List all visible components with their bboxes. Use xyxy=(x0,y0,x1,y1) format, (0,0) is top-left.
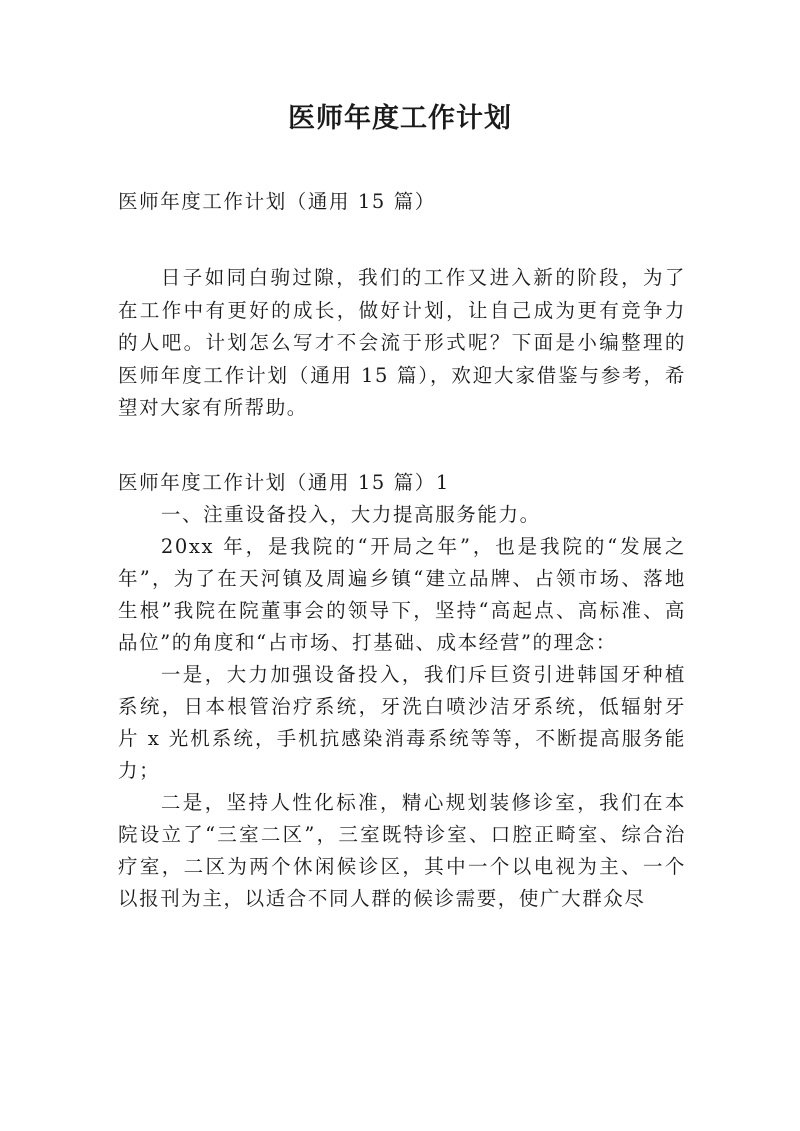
body-paragraph-2: 一是，大力加强设备投入，我们斥巨资引进韩国牙种植系统，日本根管治疗系统，牙洗白喷沙洁牙系统，低辐射牙片 x 光机系统，手机抗感染消毒系统等等，不断提高服务能力； xyxy=(118,662,686,782)
section-heading: 医师年度工作计划（通用 15 篇）1 xyxy=(118,470,450,494)
body-paragraph-3: 二是，坚持人性化标准，精心规划装修诊室，我们在本院设立了“三室二区”，三室既特诊室、口腔正畸室、综合治疗室，二区为两个休闲候诊区，其中一个以电视为主、一个以报刊为主，以适合不同人群的候诊需要，使广大群众尽 xyxy=(118,790,686,910)
body-paragraph-1: 20xx 年，是我院的“开局之年”，也是我院的“发展之年”，为了在天河镇及周遍乡镇“建立品牌、占领市场、落地生根”我院在院董事会的领导下，坚持“高起点、高标准、高品位”的角度和“占市场、打基础、成本经营”的理念： xyxy=(118,534,686,654)
document-title: 医师年度工作计划 xyxy=(288,103,512,134)
intro-paragraph: 日子如同白驹过隙，我们的工作又进入新的阶段，为了在工作中有更好的成长，做好计划，让自己成为更有竞争力的人吧。计划怎么写才不会流于形式呢？下面是小编整理的医师年度工作计划（通用 15 篇），欢迎大家借鉴与参考，希望对大家有所帮助。 xyxy=(118,266,686,419)
point-one-heading: 一、注重设备投入，大力提高服务能力。 xyxy=(160,502,541,526)
document-body xyxy=(118,186,686,915)
document-subtitle: 医师年度工作计划（通用 15 篇） xyxy=(118,190,436,213)
